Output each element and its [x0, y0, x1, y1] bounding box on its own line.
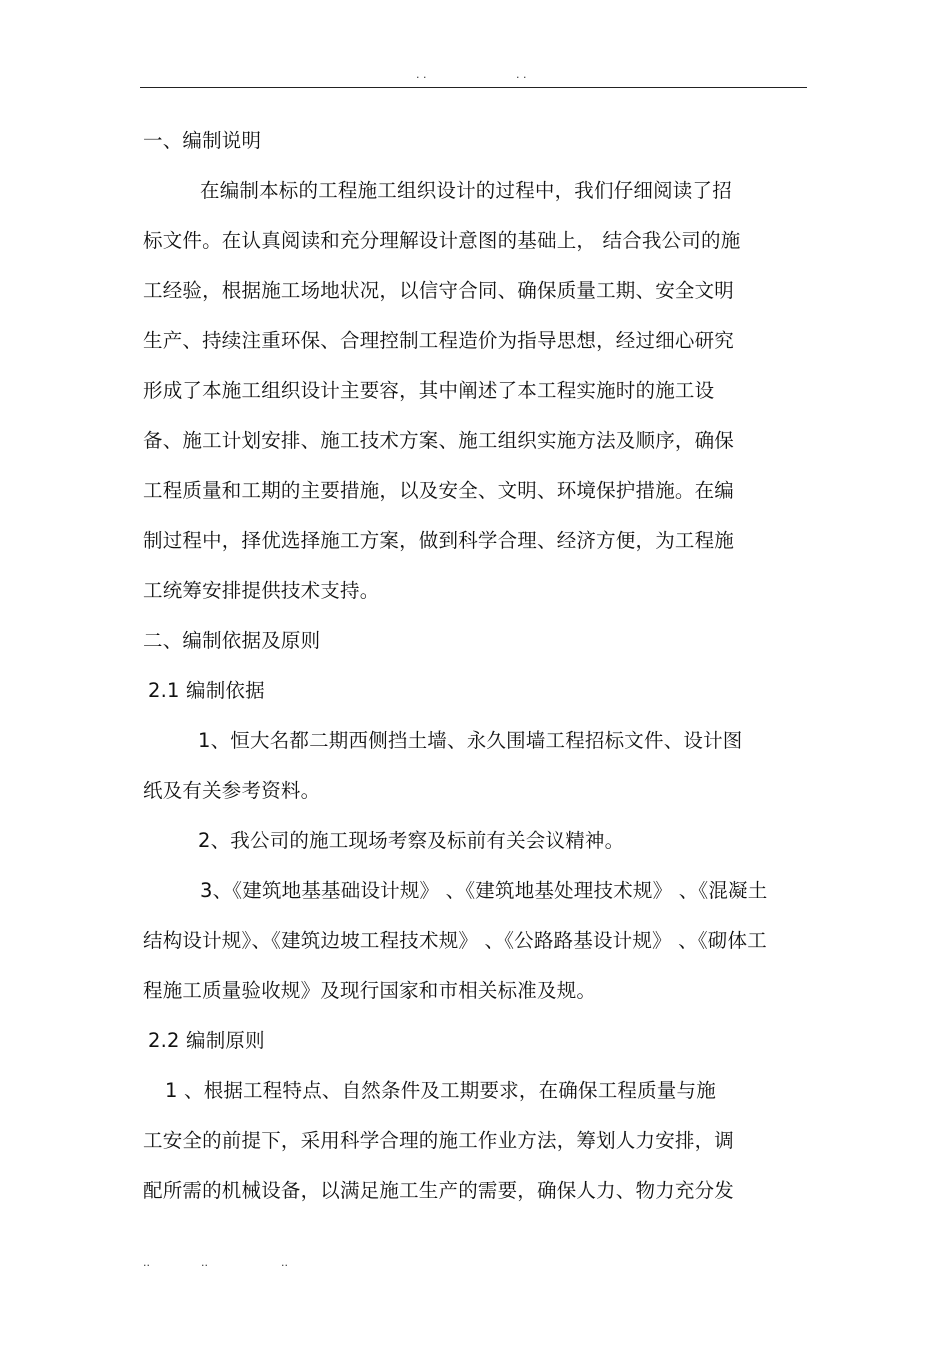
paragraph-line: 生产、持续注重环保、合理控制工程造价为指导思想，经过细心研究 [143, 329, 735, 352]
paragraph-line: 工经验，根据施工场地状况，以信守合同、确保质量工期、安全文明 [143, 279, 735, 302]
section-heading: 二、编制依据及原则 [143, 629, 321, 652]
footer-mark: .. [143, 1256, 150, 1269]
paragraph-line: 形成了本施工组织设计主要容，其中阐述了本工程实施时的施工设 [143, 379, 715, 402]
header-marks [140, 68, 806, 84]
paragraph-line: 纸及有关参考资料。 [143, 779, 321, 802]
subsection-heading: 2.2 编制原则 [148, 1029, 265, 1052]
paragraph-line: 程施工质量验收规》及现行国家和市相关标准及规。 [143, 979, 597, 1002]
paragraph-line: 制过程中，择优选择施工方案，做到科学合理、经济方便，为工程施 [143, 529, 735, 552]
paragraph-line: 备、施工计划安排、施工技术方案、施工组织实施方法及顺序，确保 [143, 429, 735, 452]
paragraph-line: 在编制本标的工程施工组织设计的过程中，我们仔细阅读了招 [200, 179, 732, 202]
list-item: 2、我公司的施工现场考察及标前有关会议精神。 [198, 829, 625, 852]
paragraph-line: 标文件。在认真阅读和充分理解设计意图的基础上， 结合我公司的施 [143, 229, 741, 252]
list-item: 1、恒大名都二期西侧挡土墙、永久围墙工程招标文件、设计图 [198, 729, 743, 752]
paragraph-line: 结构设计规》、《建筑边坡工程技术规》 、《公路路基设计规》 、《砌体工 [143, 929, 767, 952]
section-heading: 一、编制说明 [143, 129, 262, 152]
paragraph-line: 工程质量和工期的主要措施，以及安全、文明、环境保护措施。在编 [143, 479, 735, 502]
paragraph-line: 工统筹安排提供技术支持。 [143, 579, 380, 602]
list-item: 1 、根据工程特点、自然条件及工期要求，在确保工程质量与施 [165, 1079, 716, 1102]
footer-mark: .. [281, 1256, 288, 1269]
header-rule [140, 87, 807, 88]
footer-mark: .. [201, 1256, 208, 1269]
subsection-heading: 2.1 编制依据 [148, 679, 265, 702]
footer-marks [143, 1256, 443, 1270]
paragraph-line: 工安全的前提下，采用科学合理的施工作业方法，筹划人力安排，调 [143, 1129, 735, 1152]
header-mark: . . [516, 68, 527, 81]
paragraph-line: 配所需的机械设备，以满足施工生产的需要，确保人力、物力充分发 [143, 1179, 735, 1202]
list-item: 3、《建筑地基基础设计规》 、《建筑地基处理技术规》 、《混凝土 [200, 879, 768, 902]
header-mark: . . [416, 68, 427, 81]
